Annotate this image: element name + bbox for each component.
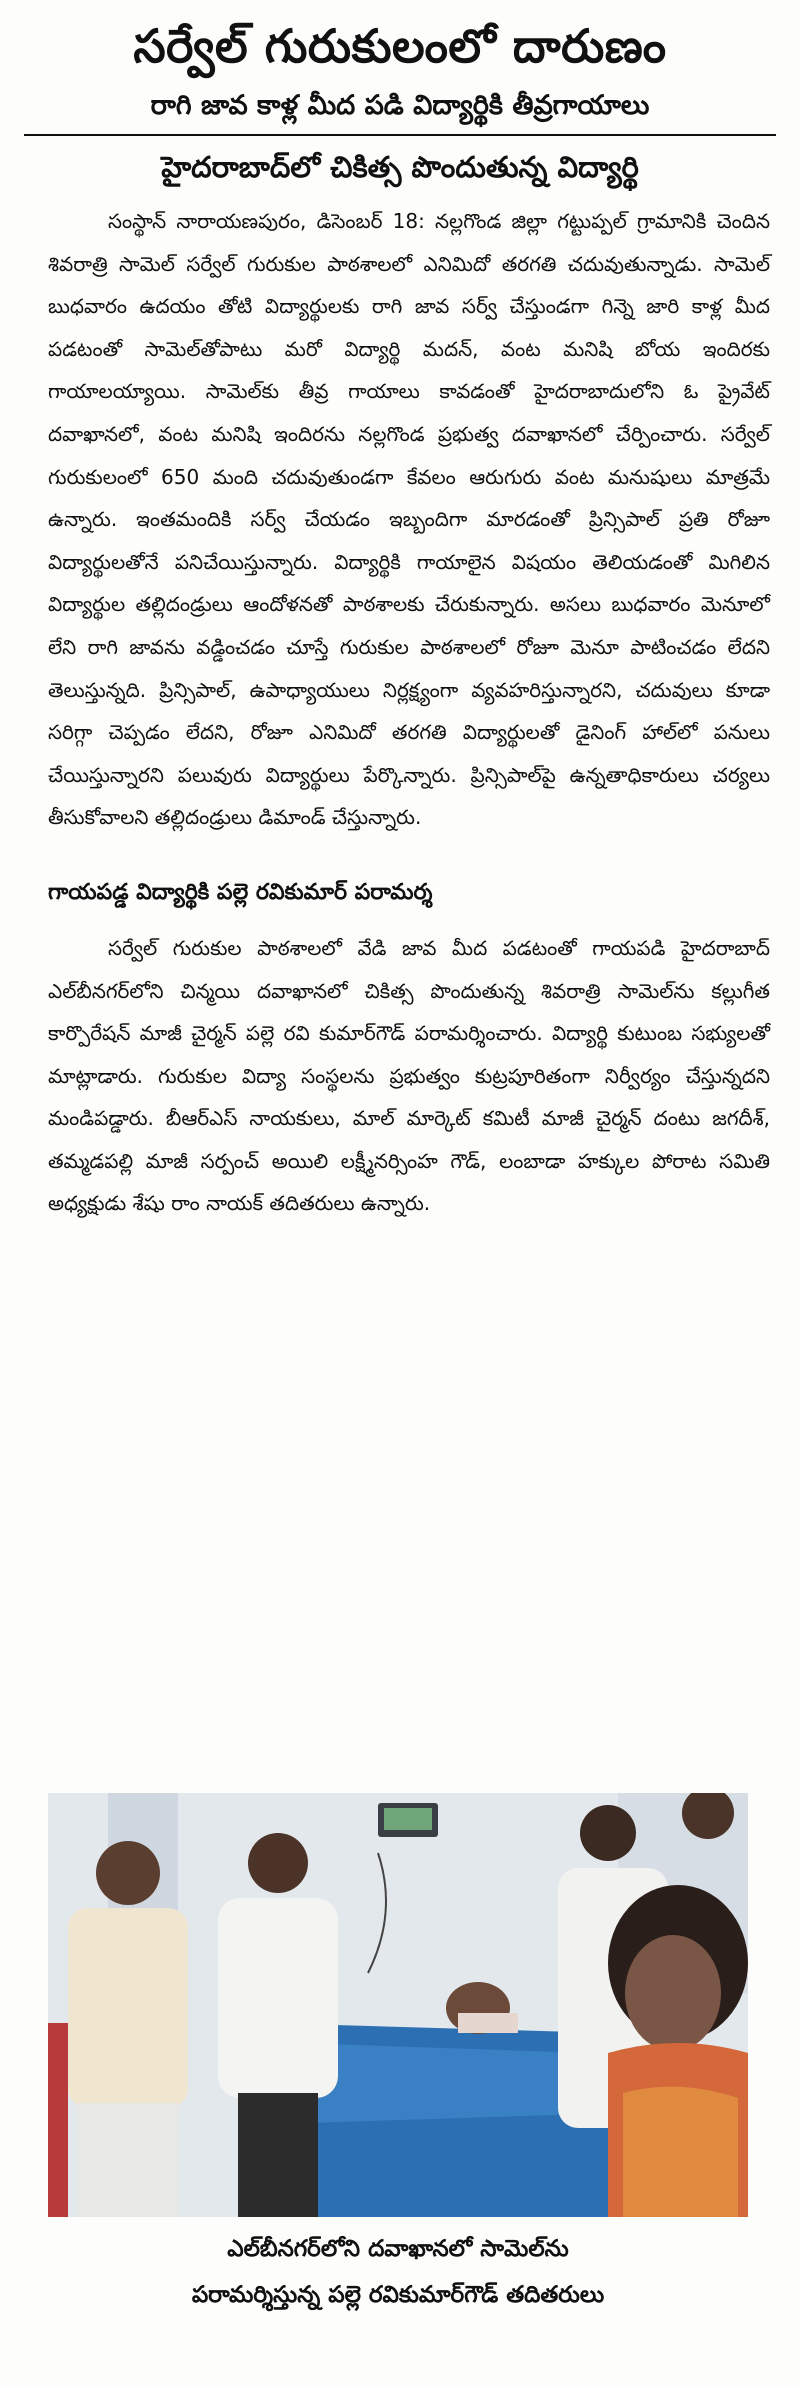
section-title: గాయపడ్డ విద్యార్థికి పల్లె రవికుమార్ పరామర్శ xyxy=(48,879,433,905)
photo-caption xyxy=(48,2226,748,2318)
headline: సర్వేల్ గురుకులంలో దారుణం xyxy=(133,19,667,73)
section-body: సర్వేల్ గురుకుల పాఠశాలలో వేడి జావ మీద పడటంతో గాయపడి హైదరాబాద్ ఎల్‌బీనగర్‌లోని చిన్మయి దవాఖానలో చికిత్స పొందుతున్న శివరాత్రి సామెల్‌ను కల్లుగీత కార్పొరేషన్ మాజీ చైర్మన్ పల్లె రవి కుమార్‌గౌడ్ పరామర్శించారు. విద్యార్థి కుటుంబ సభ్యులతో మాట్లాడారు. గురుకుల విద్యా సంస్థలను ప్రభుత్వం కుట్రపూరితంగా నిర్వీర్యం చేస్తున్నదని మండిపడ్డారు. బీఆర్‌ఎస్ నాయకులు, మాల్ మార్కెట్ కమిటీ మాజీ చైర్మన్ దంటు జగదీశ్, తమ్మడపల్లి మాజీ సర్పంచ్ అయిలి లక్ష్మీనర్సింహ గౌడ్, లంబాడా హక్కుల పోరాట సమితి అధ్యక్షుడు శేషు రాం నాయక్ తదితరులు ఉన్నారు. xyxy=(48,935,770,1216)
caption-line-2: పరామర్శిస్తున్న పల్లె రవికుమార్‌గౌడ్ తదితరులు xyxy=(191,2282,605,2308)
caption-line-1: ఎల్‌బీనగర్‌లోని దవాఖానలో సామెల్‌ను xyxy=(227,2236,569,2262)
news-photo-hospital-visit xyxy=(48,1793,748,2217)
subheadline: రాగి జావ కాళ్ల మీద పడి విద్యార్థికి తీవ్రగాయాలు xyxy=(24,86,776,136)
subheadline-secondary: హైదరాబాద్‌లో చికిత్స పొందుతున్న విద్యార్థి xyxy=(161,150,639,184)
article-body: సంస్థాన్ నారాయణపురం, డిసెంబర్ 18: నల్లగొండ జిల్లా గట్టుప్పల్ గ్రామానికి చెందిన శివరాత్రి సామెల్ సర్వేల్ గురుకుల పాఠశాలలో ఎనిమిదో తరగతి చదువుతున్నాడు. సామెల్ బుధవారం ఉదయం తోటి విద్యార్థులకు రాగి జావ సర్వ్ చేస్తుండగా గిన్నె జారి కాళ్ల మీద పడటంతో సామెల్‌తోపాటు మరో విద్యార్థి మదన్, వంట మనిషి బోయ ఇందిరకు గాయాలయ్యాయి. సామెల్‌కు తీవ్ర గాయాలు కావడంతో హైదరాబాదులోని ఓ ప్రైవేట్ దవాఖానలో, వంట మనిషి ఇందిరను నల్లగొండ ప్రభుత్వ దవాఖానలో చేర్పించారు. సర్వేల్ గురుకులంలో 650 మంది చదువుతుండగా కేవలం ఆరుగురు వంట మనుషులు మాత్రమే ఉన్నారు. ఇంతమందికి సర్వ్ చేయడం ఇబ్బందిగా మారడంతో ప్రిన్సిపాల్ ప్రతి రోజూ విద్యార్థులతోనే పనిచేయిస్తున్నారు. విద్యార్థికి గాయాలైన విషయం తెలియడంతో మిగిలిన విద్యార్థుల తల్లిదండ్రులు ఆందోళనతో పాఠశాలకు చేరుకున్నారు. అసలు బుధవారం మెనూలో లేని రాగి జావను వడ్డించడం చూస్తే గురుకుల పాఠశాలలో రోజూ మెనూ పాటించడం లేదని తెలుస్తున్నది. ప్రిన్సిపాల్, ఉపాధ్యాయులు నిర్లక్ష్యంగా వ్యవహరిస్తున్నారని, చదువులు కూడా సరిగ్గా చెప్పడం లేదని, రోజూ ఎనిమిదో తరగతి విద్యార్థులతో డైనింగ్ హాల్‌లో పనులు చేయిస్తున్నారని పలువురు విద్యార్థులు పేర్కొన్నారు. ప్రిన్సిపాల్‌పై ఉన్నతాధికారులు చర్యలు తీసుకోవాలని తల్లిదండ్రులు డిమాండ్ చేస్తున్నారు. xyxy=(48,209,770,830)
